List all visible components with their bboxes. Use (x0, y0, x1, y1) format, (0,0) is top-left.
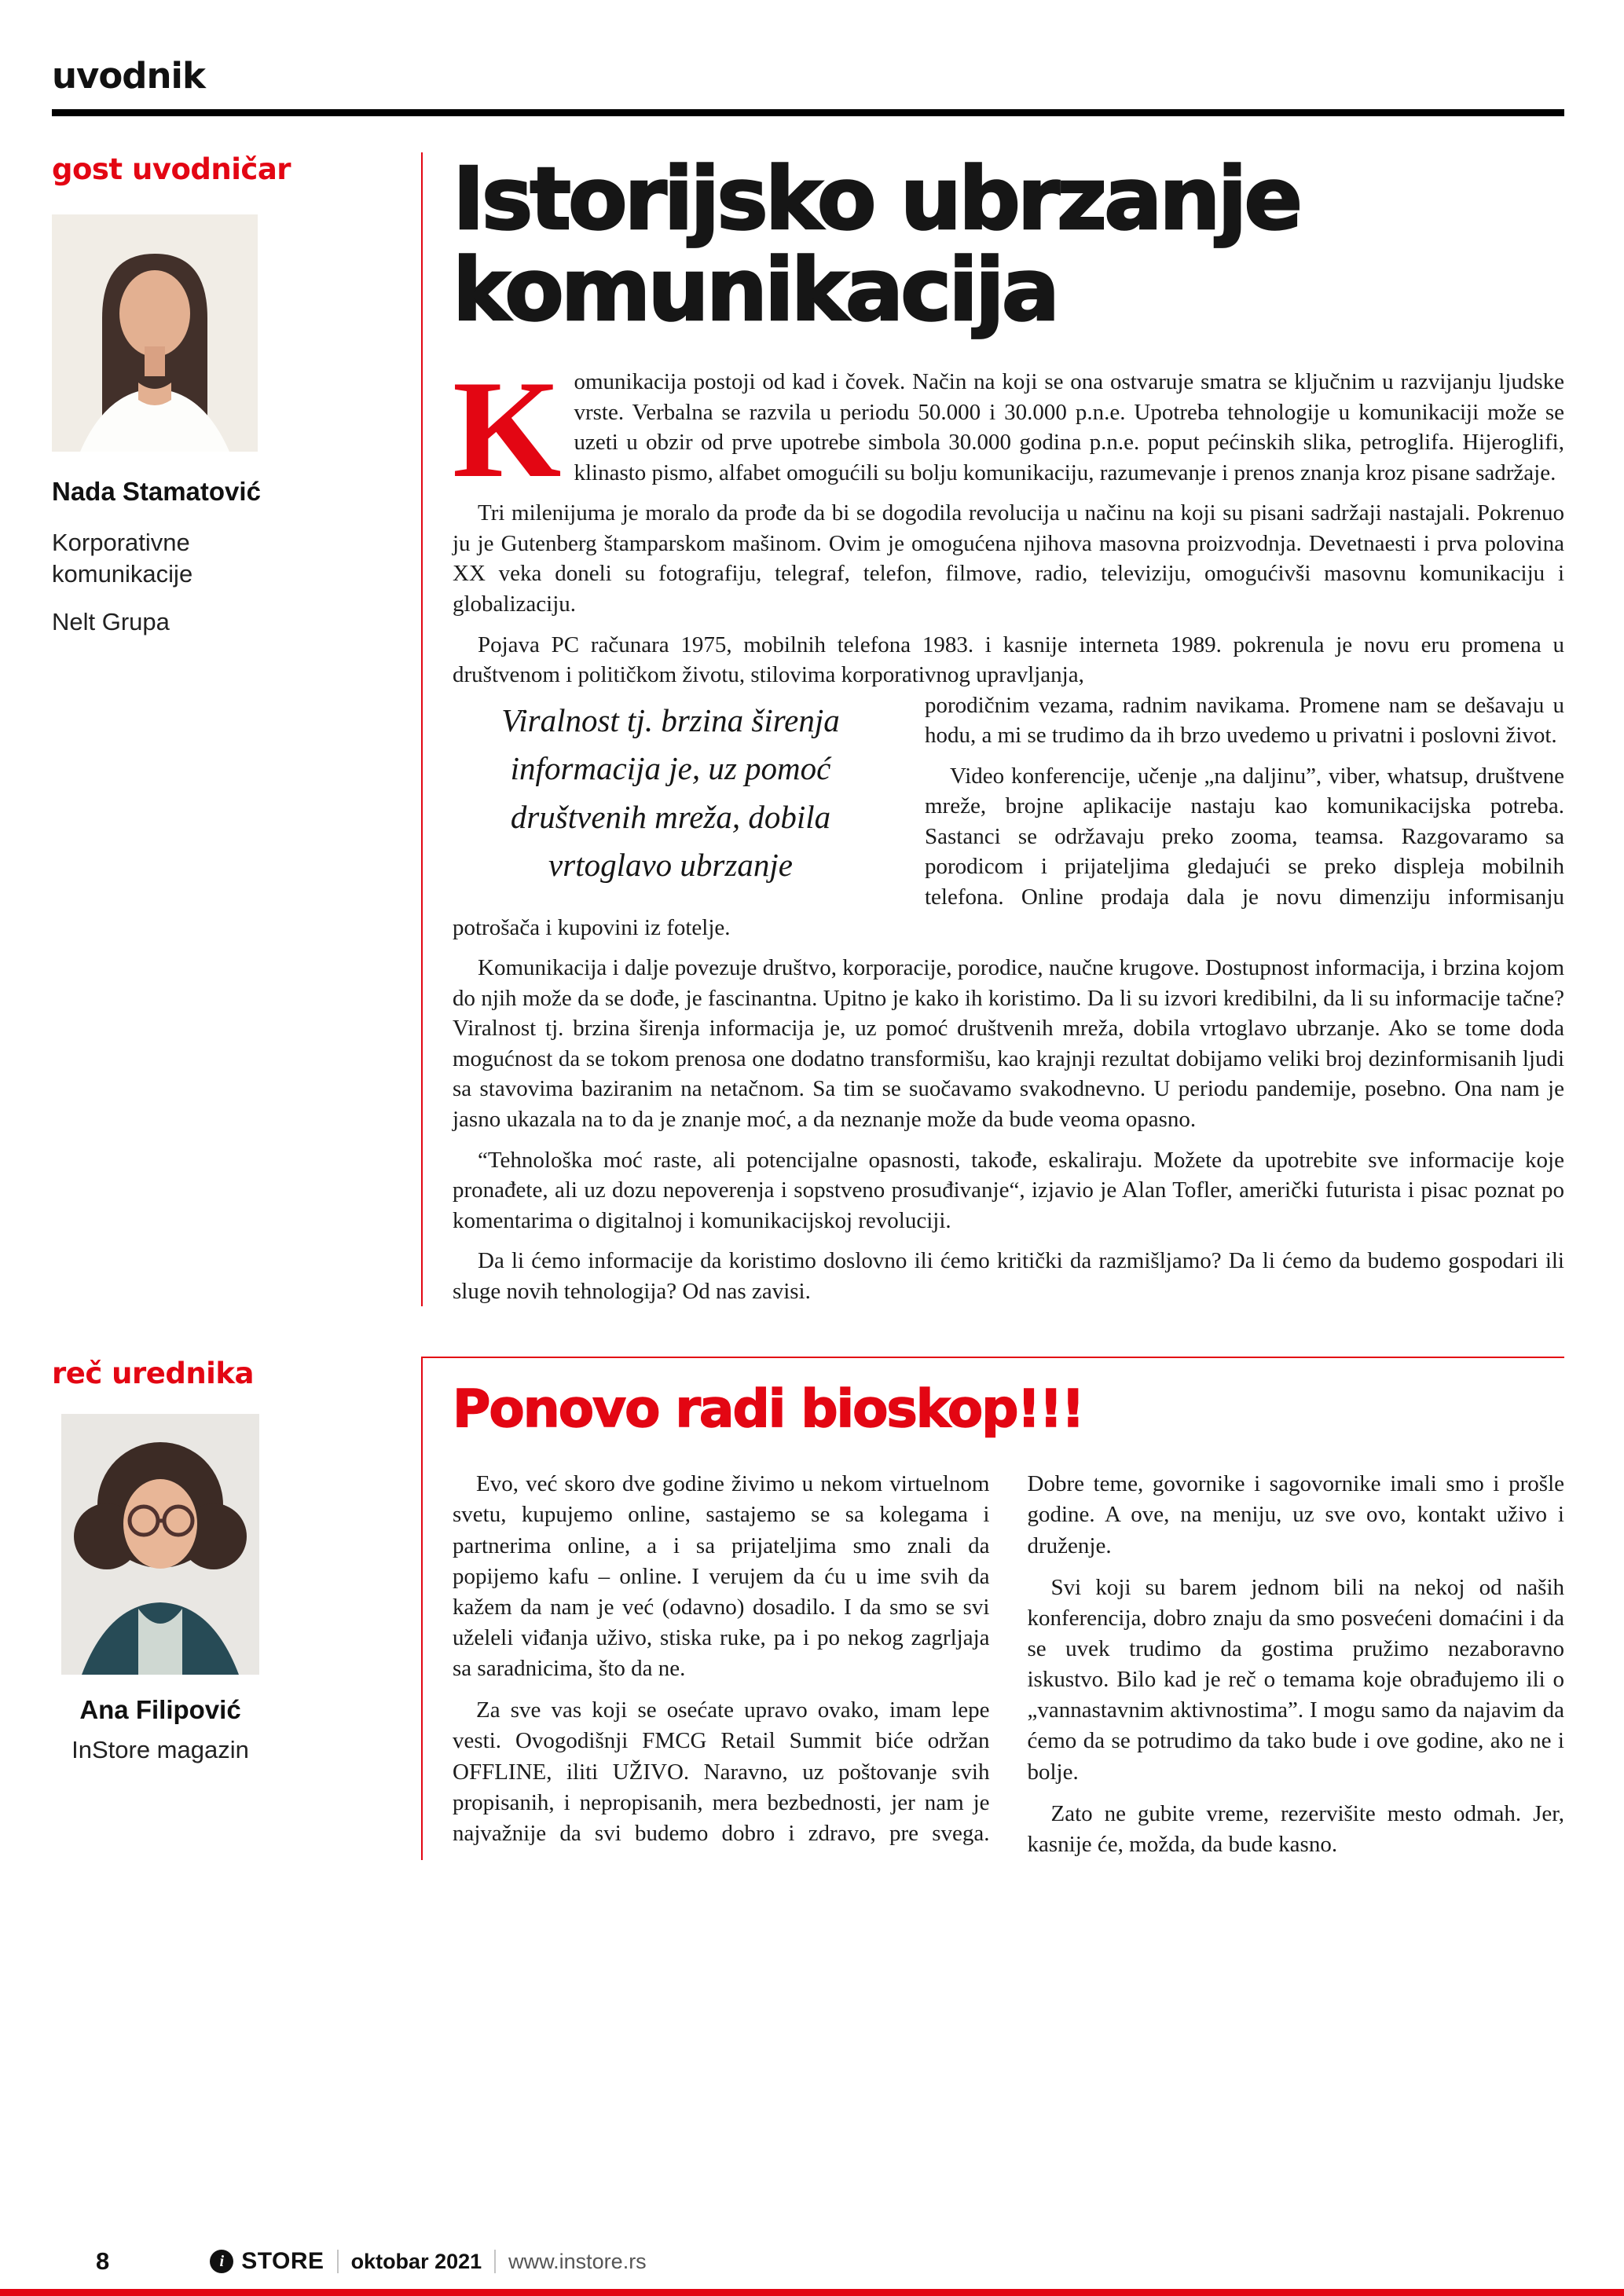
editor-sidebar (52, 1357, 421, 1860)
editor-article-body (453, 1469, 1564, 1860)
body-paragraph: “Tehnološka moć raste, ali potencijalne opasnosti, takođe, eskaliraju. Možete da upotrebite sve informacije koje pronađete, ali uz dozu nepoverenja i sopstveno prosuđivanje“, izjavio je Alan Tofler, američki futurista i pisac poznat po komentarima o digitalnoj i komunikacijskoj revoluciji. (453, 1147, 1564, 1233)
brand-name: STORE (241, 2248, 324, 2274)
page-footer (52, 2247, 1564, 2276)
editor-kicker: reč urednika (52, 1357, 254, 1391)
header-rule (52, 109, 1564, 116)
body-paragraph: porodičnim vezama, radnim navikama. Promene nam se dešavaju u hodu, a mi se trudimo da ih brzo uvedemo u privatni i poslovni život. (925, 692, 1564, 749)
guest-author-role: Korporativne komunikacije (52, 529, 193, 588)
footer-divider (494, 2250, 496, 2273)
body-paragraph: Za sve vas koji se osećate upravo ovako, imam lepe vesti. Ovogodišnji FMCG Retail Summit biće održan OFFLINE, iliti UŽIVO. Naravno, uz poštovanje svih propisanih, i nepropisanih, mera bezbednosti, jer nam je najvažnije da svi budemo dobro i zdravo, pre svega. Dobre teme, govornike i sagovornike imali smo i prošle godine. A ove, na meniju, uz sve ovo, kontakt uživo i druženje. (453, 1471, 1564, 1846)
editor-article-title: Ponovo radi bioskop!!! (453, 1379, 1083, 1440)
editor-article (421, 1357, 1564, 1860)
guest-article (421, 148, 1564, 1306)
website-url: www.instore.rs (508, 2249, 647, 2273)
guest-title-line2: komunikacija (453, 239, 1057, 340)
footer-divider (337, 2250, 339, 2273)
instore-logo (210, 2248, 324, 2275)
body-paragraph: Video konferencije, učenje „na daljinu”, viber, whatsup, društvene mreže, brojne aplikacije nastaju kao komunikacijska potreba. Sastanci se održavaju preko zooma, teamsa. Razgovaramo sa porodicom i prijateljima gledajući se preko displeja mobilnih telefona. Online prodaja dala je novu dimenziju informisanju potrošača i kupovini iz fotelje. (453, 763, 1564, 940)
portrait-ana-illustration (61, 1414, 259, 1675)
paragraph-text: omunikacija postoji od kad i čovek. Način na koji se ona ostvaruje smatra se ključnim u razvijanju ljudske vrste. Verbalna se razvila u periodu 50.000 i 30.000 p.n.e. Upotreba tehnologije u komunikaciji može se uzeti u obzir od prve upotrebe simbola 30.000 godina p.n.e. poput pećinskih slika, petroglifa. Hijeroglifi, klinasto pismo, alfabet omogućili su bolju komunikaciju, razumevanje i prenos znanja kroz pisane sadržaje. (574, 369, 1564, 485)
editors-note-section (0, 1357, 1624, 1860)
guest-article-title (453, 148, 1564, 340)
editor-author-name: Ana Filipović (79, 1695, 241, 1725)
guest-article-body (453, 351, 1564, 1306)
editor-author-company: InStore magazin (71, 1736, 249, 1764)
instore-logo-icon: i (210, 2250, 233, 2273)
guest-sidebar (52, 152, 421, 1306)
guest-author-photo (52, 214, 258, 452)
body-paragraph: Pojava PC računara 1975, mobilnih telefona 1983. i kasnije interneta 1989. pokrenula je novu eru promena u društvenom i političkom životu, stilovima korporativnog upravljanja, (453, 632, 1564, 688)
guest-kicker: gost uvodničar (52, 152, 291, 186)
page-number: 8 (96, 2247, 110, 2275)
guest-author-name: Nada Stamatović (52, 477, 261, 506)
body-paragraph: Svi koji su barem jednom bili na nekoj od naših konferencija, dobro znaju da smo posvećeni domaćini i da se uvek trudimo da gostima pružimo nezaboravno iskustvo. Bilo kad je reč o temama koje obrađujemo ili o „vannastavnim aktivnostima”. I mogu samo da najavim da ćemo da se potrudimo da tako bude i ove godine, ako ne i bolje. (1027, 1574, 1564, 1785)
guest-author-company: Nelt Grupa (52, 608, 170, 636)
body-paragraph (453, 351, 1564, 507)
guest-title-line1: Istorijsko ubrzanje (453, 148, 1300, 249)
page-header (0, 0, 1624, 116)
body-paragraph: Komunikacija i dalje povezuje društvo, korporacije, porodice, naučne krugove. Dostupnost informacija, i brzina kojom do njih može da se dođe, je fascinantna. Upitno je kako ih koristimo. Da li su izvori kredibilni, da li su informacije tačne? Viralnost tj. brzina širenja informacija je, uz pomoć društvenih mreža, dobila vrtoglavo ubrzanje. Ako se tome doda mogućnost da se tokom prenosa one dodatno transformišu, kao krajnji rezultat dobijamo veliki broj dezinformisanih ljudi sa stavovima baziranim na netačnom. Sa tim se suočavamo svakodnevno. U periodu pandemije, posebno. Ona nam je jasno ukazala na to da je znanje moć, a da neznanje može da bude veoma opasno. (453, 955, 1564, 1132)
editor-author-block (52, 1695, 269, 1766)
body-paragraph: Zato ne gubite vreme, rezervišite mesto odmah. Jer, kasnije će, možda, da bude kasno. (1027, 1800, 1564, 1857)
portrait-nada-illustration (52, 214, 258, 452)
body-paragraph: Da li ćemo informacije da koristimo doslovno ili ćemo kritički da razmišljamo? Da li ćemo da budemo gospodari ili sluge novih tehnologija? Od nas zavisi. (453, 1248, 1564, 1304)
body-paragraph: Evo, već skoro dve godine živimo u nekom virtuelnom svetu, kupujemo online, sastajemo se sa kolegama i partnerima online, a i sa prijateljima smo znali da popijemo kafu – online. I verujem da ću u ime svih da kažem da nam je već (odavno) dosadilo. I da smo se svi uželeli viđanja uživo, stiska ruke, pa i po nekog zagrljaja sa saradnicima, što da ne. (453, 1471, 990, 1682)
editor-author-photo (61, 1414, 259, 1675)
issue-date: oktobar 2021 (350, 2249, 482, 2273)
bottom-accent-rule (0, 2289, 1624, 2296)
guest-editorial-section (0, 148, 1624, 1306)
page-section-label: uvodnik (52, 55, 205, 97)
body-paragraph: Tri milenijuma je moralo da prođe da bi se dogodila revolucija u načinu na koji su pisani sadržaji nastajali. Pokrenuo ju je Gutenberg štamparskom mašinom. Ovim je omogućena njihova masovna proizvodnja. Devetnaesti i prva polovina XX veka doneli su fotografiju, telegraf, telefon, filmove, radio, televiziju, omogućivši masovnu komunikaciju i globalizaciju. (453, 500, 1564, 617)
dropcap-letter: K (453, 351, 562, 507)
pull-quote: Viralnost tj. brzina širenja informacija je, uz pomoć društvenih mreža, dobila vrtoglavo ubrzanje (501, 701, 840, 884)
